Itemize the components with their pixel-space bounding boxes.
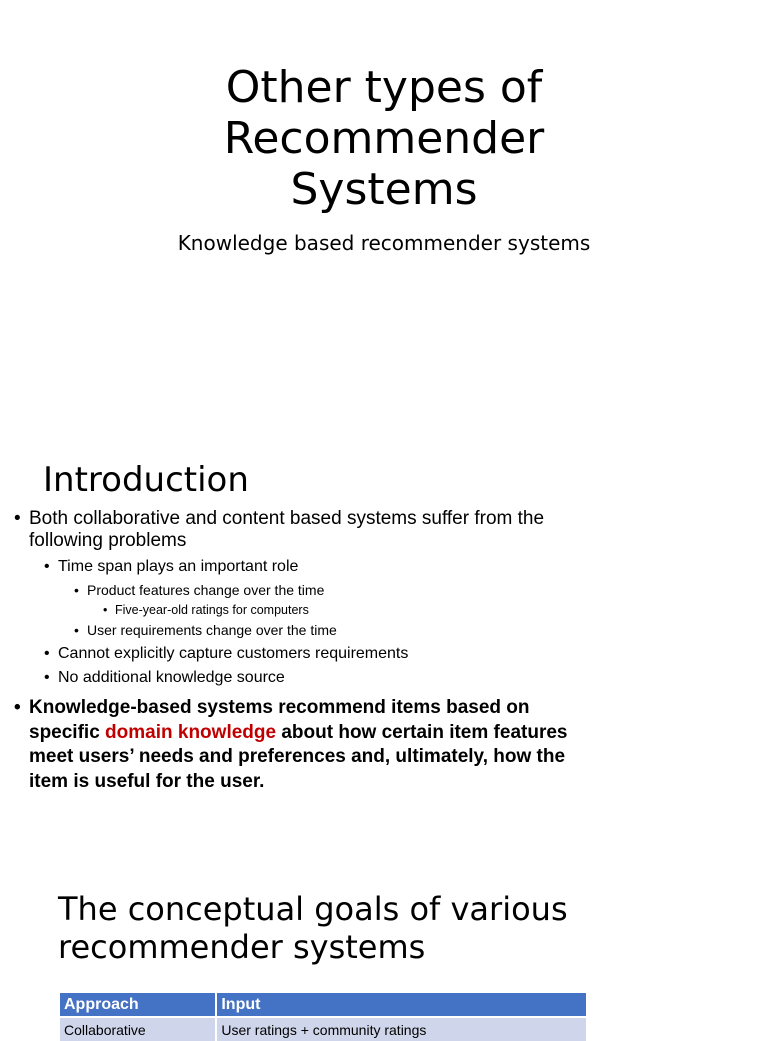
column-header: Input	[216, 993, 587, 1017]
bullet-text: No additional knowledge source	[58, 669, 285, 686]
introduction-slide	[0, 440, 768, 840]
bullet-text: Time span plays an important role	[58, 558, 299, 575]
table-cell: User ratings + community ratings	[216, 1017, 587, 1041]
table-cell: Collaborative	[60, 1017, 216, 1041]
list-item	[44, 557, 598, 577]
slide-title-line: Recommender	[223, 113, 545, 164]
bullet-text: Five-year-old ratings for computers	[115, 603, 309, 617]
list-item	[14, 696, 599, 794]
table-row	[60, 1017, 587, 1041]
slide-title-line: Systems	[290, 164, 478, 215]
bullet-text-pre: Knowledge-based systems recommend items based on specific	[29, 697, 530, 743]
bullet-icon: •	[44, 645, 50, 662]
approach-table	[60, 993, 588, 1041]
bullet-text: Both collaborative and content based systems suffer from the following problems	[29, 508, 545, 551]
slide-title-line: Other types of	[225, 62, 543, 113]
slide-subtitle: Knowledge based recommender systems	[177, 231, 591, 255]
bullet-icon: •	[74, 622, 79, 638]
bullet-icon: •	[14, 697, 21, 718]
bullet-text: Product features change over the time	[87, 582, 325, 598]
bullet-icon: •	[14, 508, 21, 529]
title-slide	[0, 0, 768, 440]
goals-slide	[0, 860, 768, 1038]
column-header: Approach	[60, 993, 216, 1017]
list-item	[44, 644, 598, 664]
bullet-icon: •	[74, 582, 79, 598]
bullet-icon: •	[44, 669, 50, 686]
list-item	[74, 621, 587, 639]
highlighted-term: domain knowledge	[105, 721, 277, 743]
slide-heading: The conceptual goals of various recommender systems	[58, 890, 568, 966]
slide-heading: Introduction	[43, 460, 249, 500]
bullet-text-post: about how certain item features meet users’ needs and preferences and, ultimately, how the item is useful for the user.	[29, 721, 568, 792]
list-item	[103, 602, 575, 618]
bullet-icon: •	[103, 603, 108, 617]
list-item	[14, 508, 599, 552]
bullet-text: Cannot explicitly capture customers requirements	[58, 645, 409, 662]
slide-title	[0, 62, 768, 215]
bullet-text: User requirements change over the time	[87, 622, 337, 638]
table-header-row	[60, 993, 587, 1017]
bullet-icon: •	[44, 558, 50, 575]
list-item	[44, 668, 598, 688]
list-item	[74, 581, 587, 599]
